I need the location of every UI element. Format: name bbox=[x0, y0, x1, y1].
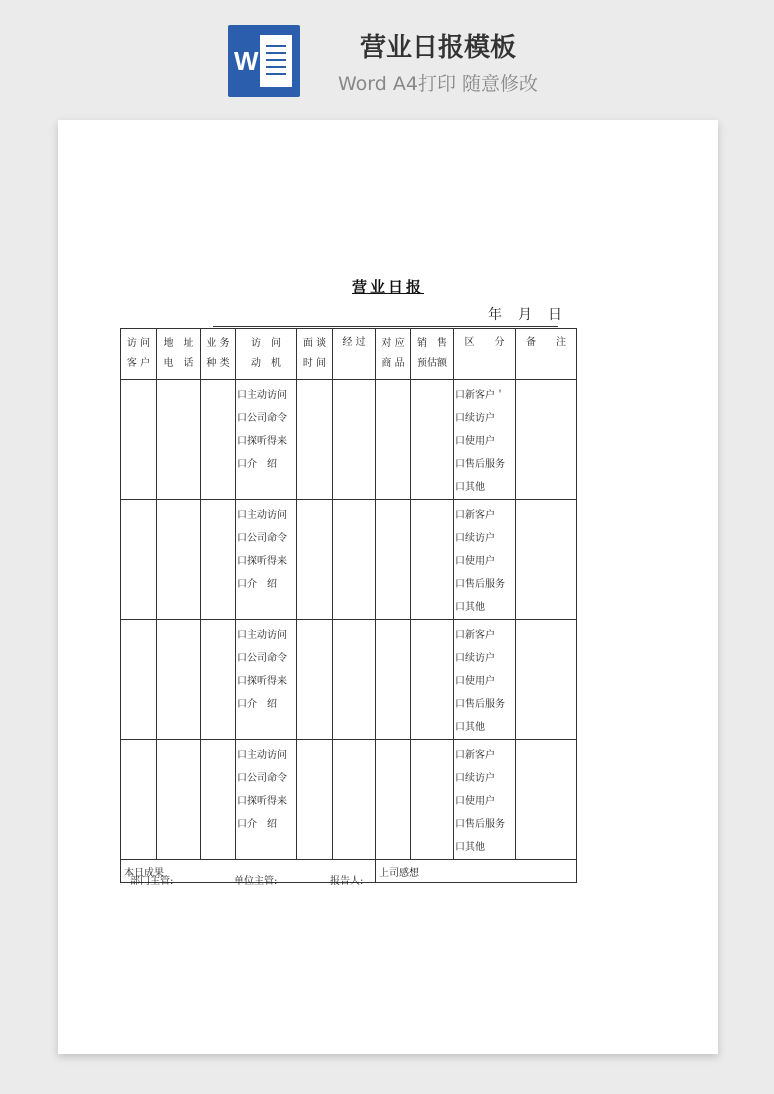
reporter-signature: 报告人: bbox=[330, 876, 364, 887]
document-title: 营业日报 bbox=[351, 278, 424, 296]
checkbox-option[interactable]: 口介 绍 bbox=[237, 459, 277, 470]
checkbox-option[interactable]: 口公司命令 bbox=[237, 413, 287, 424]
checkbox-option[interactable]: 口其他 bbox=[455, 722, 485, 733]
checkbox-option[interactable]: 口公司命令 bbox=[237, 653, 287, 664]
checkbox-option[interactable]: 口介 绍 bbox=[237, 699, 277, 710]
banner-title: 营业日报模板 bbox=[359, 33, 516, 63]
checkbox-option[interactable]: 口新客户＇ bbox=[455, 390, 505, 401]
checkbox-option[interactable]: 口主动访问 bbox=[237, 510, 287, 521]
col-header: 访 问 动 机 bbox=[236, 329, 297, 380]
checkbox-option[interactable]: 口探听得来 bbox=[237, 796, 287, 807]
col-header: 区 分 bbox=[454, 329, 516, 380]
checkbox-option[interactable]: 口续访户 bbox=[455, 413, 495, 424]
unit-head-signature: 单位主管: bbox=[234, 876, 278, 887]
motive-options bbox=[236, 740, 297, 860]
date-day: 日 bbox=[548, 307, 564, 323]
checkbox-option[interactable]: 口公司命令 bbox=[237, 533, 287, 544]
report-table bbox=[120, 328, 577, 883]
date-field bbox=[488, 304, 568, 324]
col-header: 经 过 bbox=[333, 329, 376, 380]
checkbox-option[interactable]: 口探听得来 bbox=[237, 436, 287, 447]
checkbox-option[interactable]: 口介 绍 bbox=[237, 579, 277, 590]
checkbox-option[interactable]: 口其他 bbox=[455, 482, 485, 493]
checkbox-option[interactable]: 口公司命令 bbox=[237, 773, 287, 784]
col-header: 地 址 电 话 bbox=[157, 329, 201, 380]
banner bbox=[0, 0, 774, 112]
category-options bbox=[454, 740, 516, 860]
checkbox-option[interactable]: 口使用户 bbox=[455, 676, 495, 687]
checkbox-option[interactable]: 口使用户 bbox=[455, 436, 495, 447]
checkbox-option[interactable]: 口使用户 bbox=[455, 556, 495, 567]
checkbox-option[interactable]: 口续访户 bbox=[455, 533, 495, 544]
word-icon-letter: W bbox=[234, 46, 259, 76]
col-header: 访 问 客 户 bbox=[121, 329, 157, 380]
checkbox-option[interactable]: 口其他 bbox=[455, 602, 485, 613]
checkbox-option[interactable]: 口新客户 bbox=[455, 630, 495, 641]
col-header: 销 售 预估额 bbox=[411, 329, 454, 380]
checkbox-option[interactable]: 口新客户 bbox=[455, 510, 495, 521]
results-field[interactable]: 本日成果 bbox=[121, 860, 376, 883]
checkbox-option[interactable]: 口新客户 bbox=[455, 750, 495, 761]
date-month: 月 bbox=[518, 307, 534, 323]
checkbox-option[interactable]: 口其他 bbox=[455, 842, 485, 853]
checkbox-option[interactable]: 口探听得来 bbox=[237, 556, 287, 567]
table-row bbox=[121, 740, 577, 860]
word-icon bbox=[228, 25, 300, 97]
category-options bbox=[454, 620, 516, 740]
motive-options bbox=[236, 500, 297, 620]
checkbox-option[interactable]: 口主动访问 bbox=[237, 390, 287, 401]
category-options bbox=[454, 500, 516, 620]
checkbox-option[interactable]: 口探听得来 bbox=[237, 676, 287, 687]
banner-subtitle: Word A4打印 随意修改 bbox=[337, 73, 538, 95]
table-row bbox=[121, 620, 577, 740]
table-row bbox=[121, 500, 577, 620]
checkbox-option[interactable]: 口续访户 bbox=[455, 773, 495, 784]
category-options bbox=[454, 380, 516, 500]
checkbox-option[interactable]: 口售后服务 bbox=[455, 699, 505, 710]
checkbox-option[interactable]: 口使用户 bbox=[455, 796, 495, 807]
checkbox-option[interactable]: 口续访户 bbox=[455, 653, 495, 664]
col-header: 对 应 商 品 bbox=[376, 329, 411, 380]
checkbox-option[interactable]: 口主动访问 bbox=[237, 630, 287, 641]
checkbox-option[interactable]: 口售后服务 bbox=[455, 819, 505, 830]
motive-options bbox=[236, 380, 297, 500]
supervisor-thoughts-field[interactable]: 上司感想 bbox=[376, 860, 577, 883]
checkbox-option[interactable]: 口售后服务 bbox=[455, 579, 505, 590]
table-header-row bbox=[121, 329, 577, 380]
document-page bbox=[58, 120, 718, 1054]
checkbox-option[interactable]: 口售后服务 bbox=[455, 459, 505, 470]
col-header: 面 谈 时 间 bbox=[297, 329, 333, 380]
col-header: 业 务 种 类 bbox=[201, 329, 236, 380]
checkbox-option[interactable]: 口主动访问 bbox=[237, 750, 287, 761]
table-row bbox=[121, 380, 577, 500]
col-header: 备 注 bbox=[516, 329, 577, 380]
date-year: 年 bbox=[488, 307, 504, 323]
motive-options bbox=[236, 620, 297, 740]
checkbox-option[interactable]: 口介 绍 bbox=[237, 819, 277, 830]
dept-head-signature: 部门主管: bbox=[130, 876, 174, 887]
